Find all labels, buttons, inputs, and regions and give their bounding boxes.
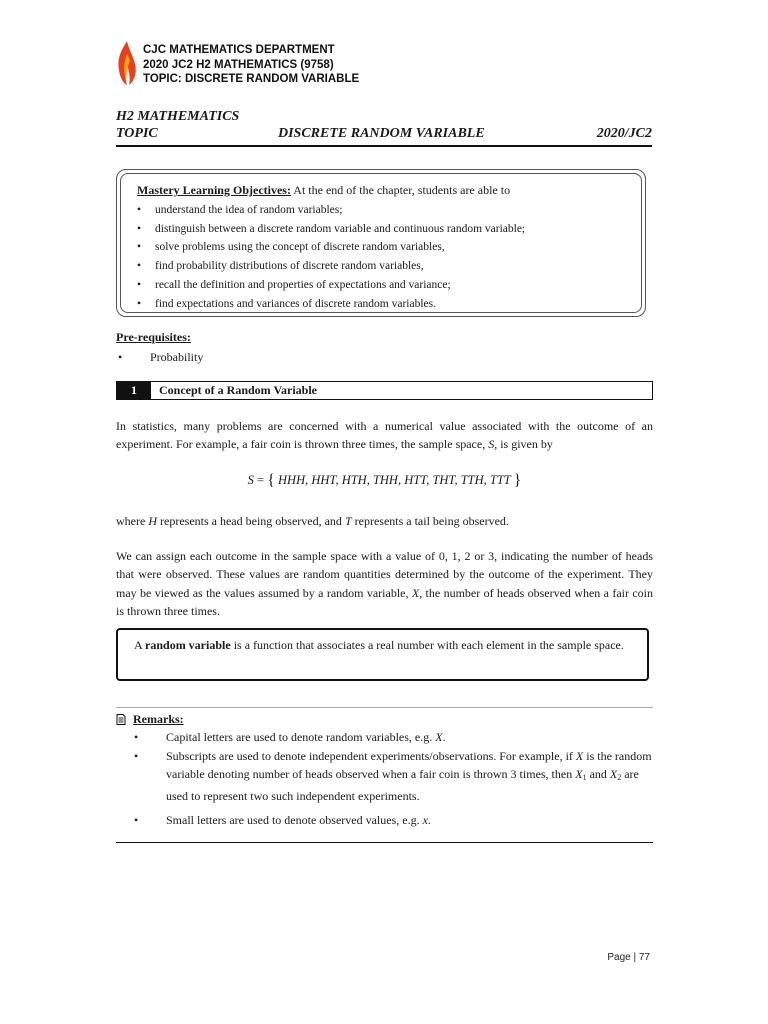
text-run: is the random variable denoting number of heads observed when a fair coin is thrown 3 times, then xyxy=(166,748,652,781)
page-number: Page | 77 xyxy=(607,952,650,963)
paragraph-where xyxy=(116,512,653,530)
math-subscript: 1 xyxy=(582,772,587,782)
section-title: Concept of a Random Variable xyxy=(159,383,318,397)
objective-item: • understand the idea of random variables; xyxy=(137,201,627,220)
text-run: represents a tail being observed. xyxy=(351,514,509,528)
objectives-box xyxy=(116,169,646,317)
math-operator: = xyxy=(253,473,268,487)
objectives-intro: At the end of the chapter, students are able to xyxy=(290,183,511,197)
text-run: Small letters are used to denote observed values, e.g. xyxy=(166,813,423,828)
section-heading xyxy=(116,381,653,400)
math-var: S xyxy=(488,437,495,452)
text-run: . xyxy=(427,813,431,828)
math-var: X xyxy=(411,585,420,600)
department-header-text xyxy=(143,40,359,87)
math-var: x xyxy=(422,813,428,828)
math-var: X xyxy=(435,730,443,745)
remark-item xyxy=(116,747,653,806)
text-run: is a function that associates a real number with each element in the sample space. xyxy=(230,638,624,652)
prerequisites-title: Pre-requisites: xyxy=(116,330,191,344)
objective-item: • recall the definition and properties of expectations and variance; xyxy=(137,276,627,295)
objective-item: • find probability distributions of discrete random variables, xyxy=(137,257,627,276)
text-run: In statistics, many problems are concerned with a numerical value associated with the outcome of an experiment. For example, a fair coin is thrown three times, the sample space, xyxy=(116,419,653,452)
header-department: CJC MATHEMATICS DEPARTMENT xyxy=(143,44,335,56)
topic-bar xyxy=(116,108,652,147)
text-run: where xyxy=(116,514,149,528)
objective-item: • distinguish between a discrete random variable and continuous random variable; xyxy=(137,220,627,239)
prerequisite-item: • Probability xyxy=(116,347,203,367)
remarks-divider xyxy=(116,707,653,708)
section-number: 1 xyxy=(117,382,151,399)
remarks-section xyxy=(116,710,653,830)
topic-year: 2020/JC2 xyxy=(596,126,652,141)
flame-logo-icon xyxy=(116,40,138,86)
text-run: and xyxy=(586,766,610,781)
text-run: Capital letters are used to denote random variables, e.g. xyxy=(166,730,436,745)
objectives-list xyxy=(137,201,627,314)
math-brace: { xyxy=(267,472,275,489)
text-run: , the number of heads observed when a fair coin is thrown three times. xyxy=(116,585,653,618)
prerequisites xyxy=(116,327,203,367)
header-course: 2020 JC2 H2 MATHEMATICS (9758) xyxy=(143,58,334,71)
math-var: X xyxy=(575,766,583,781)
objectives-title: Mastery Learning Objectives: xyxy=(137,183,291,197)
text-run: Subscripts are used to denote independent experiments/observations. For example, if xyxy=(166,748,576,763)
text-run: We can assign each outcome in the sample space with a value of 0, 1, 2 or 3, indicating the number of heads that were observed. These values are random quantities determined by the outcome of the experiment. They may be viewed as the values assumed by a random variable, xyxy=(116,549,653,600)
paragraph-intro xyxy=(116,417,653,454)
definition-term: random variable xyxy=(145,638,231,652)
text-run: , is given by xyxy=(494,437,553,452)
math-var: T xyxy=(344,514,352,528)
math-subscript: 2 xyxy=(617,772,622,782)
topic-label: TOPIC xyxy=(116,126,158,141)
remarks-list xyxy=(116,728,653,829)
note-icon xyxy=(116,714,126,725)
remark-item xyxy=(116,811,653,829)
text-run: represents a head being observed, and xyxy=(157,514,345,528)
remarks-title: Remarks: xyxy=(133,712,184,726)
remark-item xyxy=(116,728,653,746)
section-end-rule xyxy=(116,842,653,843)
sample-space-formula xyxy=(116,472,653,490)
text-run: . xyxy=(442,730,446,745)
subject-title: H2 MATHEMATICS xyxy=(116,109,240,124)
math-var: X xyxy=(575,748,584,763)
objective-item: • solve problems using the concept of discrete random variables, xyxy=(137,238,627,257)
math-var: X xyxy=(609,766,618,781)
paragraph-assign xyxy=(116,547,653,620)
text-run: are used to represent two such independent experiments. xyxy=(166,766,639,804)
text-run: A xyxy=(134,638,146,652)
math-brace: } xyxy=(513,472,522,489)
math-var: H xyxy=(148,514,157,528)
objective-item: • find expectations and variances of discrete random variables. xyxy=(137,295,627,314)
page-header xyxy=(116,40,359,88)
definition-box xyxy=(116,628,649,681)
math-var: S xyxy=(247,473,254,487)
math-set: HHH, HHT, HTH, THH, HTT, THT, TTH, TTT xyxy=(274,473,514,487)
topic-name: DISCRETE RANDOM VARIABLE xyxy=(278,126,485,141)
header-topic: TOPIC: DISCRETE RANDOM VARIABLE xyxy=(143,73,360,85)
